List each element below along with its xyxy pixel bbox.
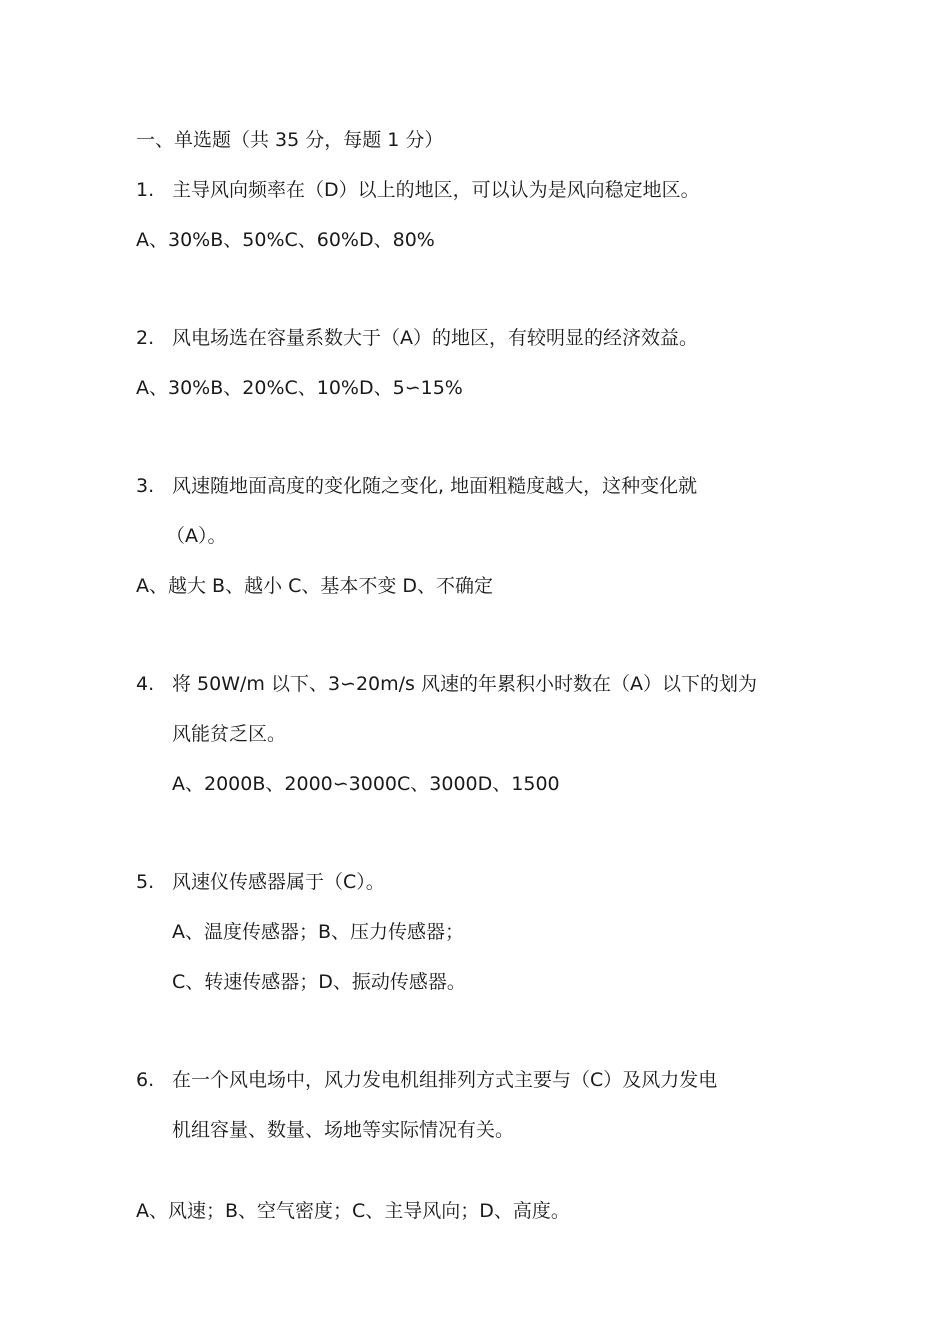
question-3	[136, 473, 697, 499]
question-6-text-continued: 机组容量、数量、场地等实际情况有关。	[172, 1119, 515, 1141]
question-5-options-line-1: A、温度传感器；B、压力传感器；	[172, 921, 465, 943]
question-2-options: A、30%B、20%C、10%D、5∽15%	[136, 377, 463, 399]
question-2	[136, 325, 698, 351]
question-number: 2.	[136, 327, 155, 349]
question-number: 1.	[136, 179, 155, 201]
question-4-options: A、2000B、2000∽3000C、3000D、1500	[172, 773, 560, 795]
question-text: 风速随地面高度的变化随之变化, 地面粗糙度越大，这种变化就	[172, 475, 698, 497]
question-text: 风电场选在容量系数大于（A）的地区，有较明显的经济效益。	[172, 327, 698, 349]
question-6-options: A、风速；B、空气密度；C、主导风向；D、高度。	[136, 1200, 570, 1222]
question-4	[136, 671, 757, 697]
question-number: 4.	[136, 673, 155, 695]
question-5	[136, 869, 385, 895]
question-text: 在一个风电场中，风力发电机组排列方式主要与（C）及风力发电	[172, 1069, 718, 1091]
question-number: 5.	[136, 871, 155, 893]
question-6	[136, 1067, 717, 1093]
question-text: 主导风向频率在（D）以上的地区，可以认为是风向稳定地区。	[172, 179, 700, 201]
question-3-text-continued: （A）。	[166, 525, 227, 547]
question-number: 6.	[136, 1069, 155, 1091]
question-number: 3.	[136, 475, 155, 497]
question-4-text-continued: 风能贫乏区。	[172, 723, 287, 745]
question-text: 将 50W/m 以下、3∽20m/s 风速的年累积小时数在（A）以下的划为	[172, 673, 757, 695]
question-5-options-line-2: C、转速传感器；D、振动传感器。	[172, 971, 466, 993]
question-1-options: A、30%B、50%C、60%D、80%	[136, 229, 435, 251]
question-text: 风速仪传感器属于（C）。	[172, 871, 385, 893]
question-1	[136, 177, 700, 203]
question-3-options: A、越大 B、越小 C、基本不变 D、不确定	[136, 575, 494, 597]
section-title: 一、单选题（共 35 分，每题 1 分）	[136, 129, 444, 151]
